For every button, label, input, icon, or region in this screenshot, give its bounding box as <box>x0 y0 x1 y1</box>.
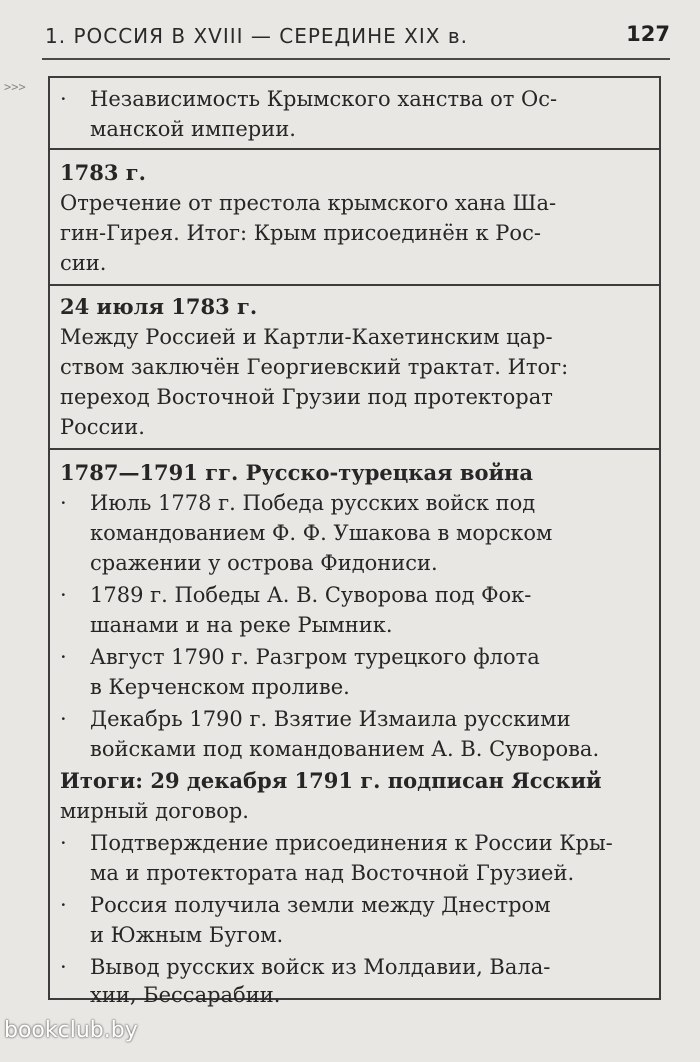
block-heading: 1783 г. <box>60 160 146 185</box>
block-line: России. <box>60 415 145 439</box>
block-line: сии. <box>60 251 107 275</box>
list-item-line: в Керченском проливе. <box>90 675 350 699</box>
table-block-georgievsk-treaty <box>50 286 659 450</box>
scan-marker: >>> <box>4 80 26 94</box>
result-item-line: хии, Бессарабии. <box>90 983 281 1007</box>
block-line: Отречение от престола крымского хана Ша- <box>60 191 557 215</box>
result-item-line: Россия получила земли между Днестром <box>90 893 551 917</box>
list-item-line: Август 1790 г. Разгром турецкого флота <box>90 645 540 669</box>
page-header <box>45 18 670 58</box>
page-number: 127 <box>626 22 670 46</box>
block-heading: 24 июля 1783 г. <box>60 294 258 319</box>
chronology-table <box>48 76 661 1007</box>
result-line: мирный договор. <box>60 799 249 823</box>
result-line: Итоги: 29 декабря 1791 г. подписан Ясский <box>60 768 602 793</box>
table-block-1783 <box>50 150 659 286</box>
bullet: · <box>60 955 67 979</box>
list-item-line: войсками под командованием А. В. Суворова. <box>90 737 600 761</box>
bullet: · <box>60 491 67 515</box>
list-item-line: сражении у острова Фидониси. <box>90 551 438 575</box>
list-item-line: Декабрь 1790 г. Взятие Измаила русскими <box>90 707 571 731</box>
block-line: гин-Гирея. Итог: Крым присоединён к Рос- <box>60 221 541 245</box>
running-title: 1. РОССИЯ В XVIII — СЕРЕДИНЕ XIX в. <box>45 24 468 48</box>
block-heading: 1787—1791 гг. Русско-турецкая война <box>60 460 534 485</box>
bullet: · <box>60 87 67 111</box>
block-line: Независимость Крымского ханства от Ос- <box>90 87 558 111</box>
bullet: · <box>60 831 67 855</box>
table-block-russo-turkish-war <box>50 450 659 1007</box>
block-line: ством заключён Георгиевский трактат. Итог: <box>60 355 569 379</box>
watermark: bookclub.by <box>4 1018 138 1043</box>
bullet: · <box>60 893 67 917</box>
list-item-line: Июль 1778 г. Победа русских войск под <box>90 491 536 515</box>
result-item-line: ма и протектората над Восточной Грузией. <box>90 861 575 885</box>
bullet: · <box>60 583 67 607</box>
result-item-line: Подтверждение присоединения к России Кры- <box>90 831 613 855</box>
block-line: Между Россией и Картли-Кахетинским цар- <box>60 325 553 349</box>
bullet: · <box>60 645 67 669</box>
bullet: · <box>60 707 67 731</box>
list-item-line: командованием Ф. Ф. Ушакова в морском <box>90 521 553 545</box>
result-item-line: и Южным Бугом. <box>90 923 284 947</box>
table-block-crimea-independence <box>50 78 659 150</box>
block-line: манской империи. <box>90 117 296 141</box>
block-line: переход Восточной Грузии под протекторат <box>60 385 553 409</box>
list-item-line: шанами и на реке Рымник. <box>90 613 393 637</box>
header-rule <box>42 58 670 60</box>
result-item-line: Вывод русских войск из Молдавии, Вала- <box>90 955 551 979</box>
list-item-line: 1789 г. Победы А. В. Суворова под Фок- <box>90 583 532 607</box>
